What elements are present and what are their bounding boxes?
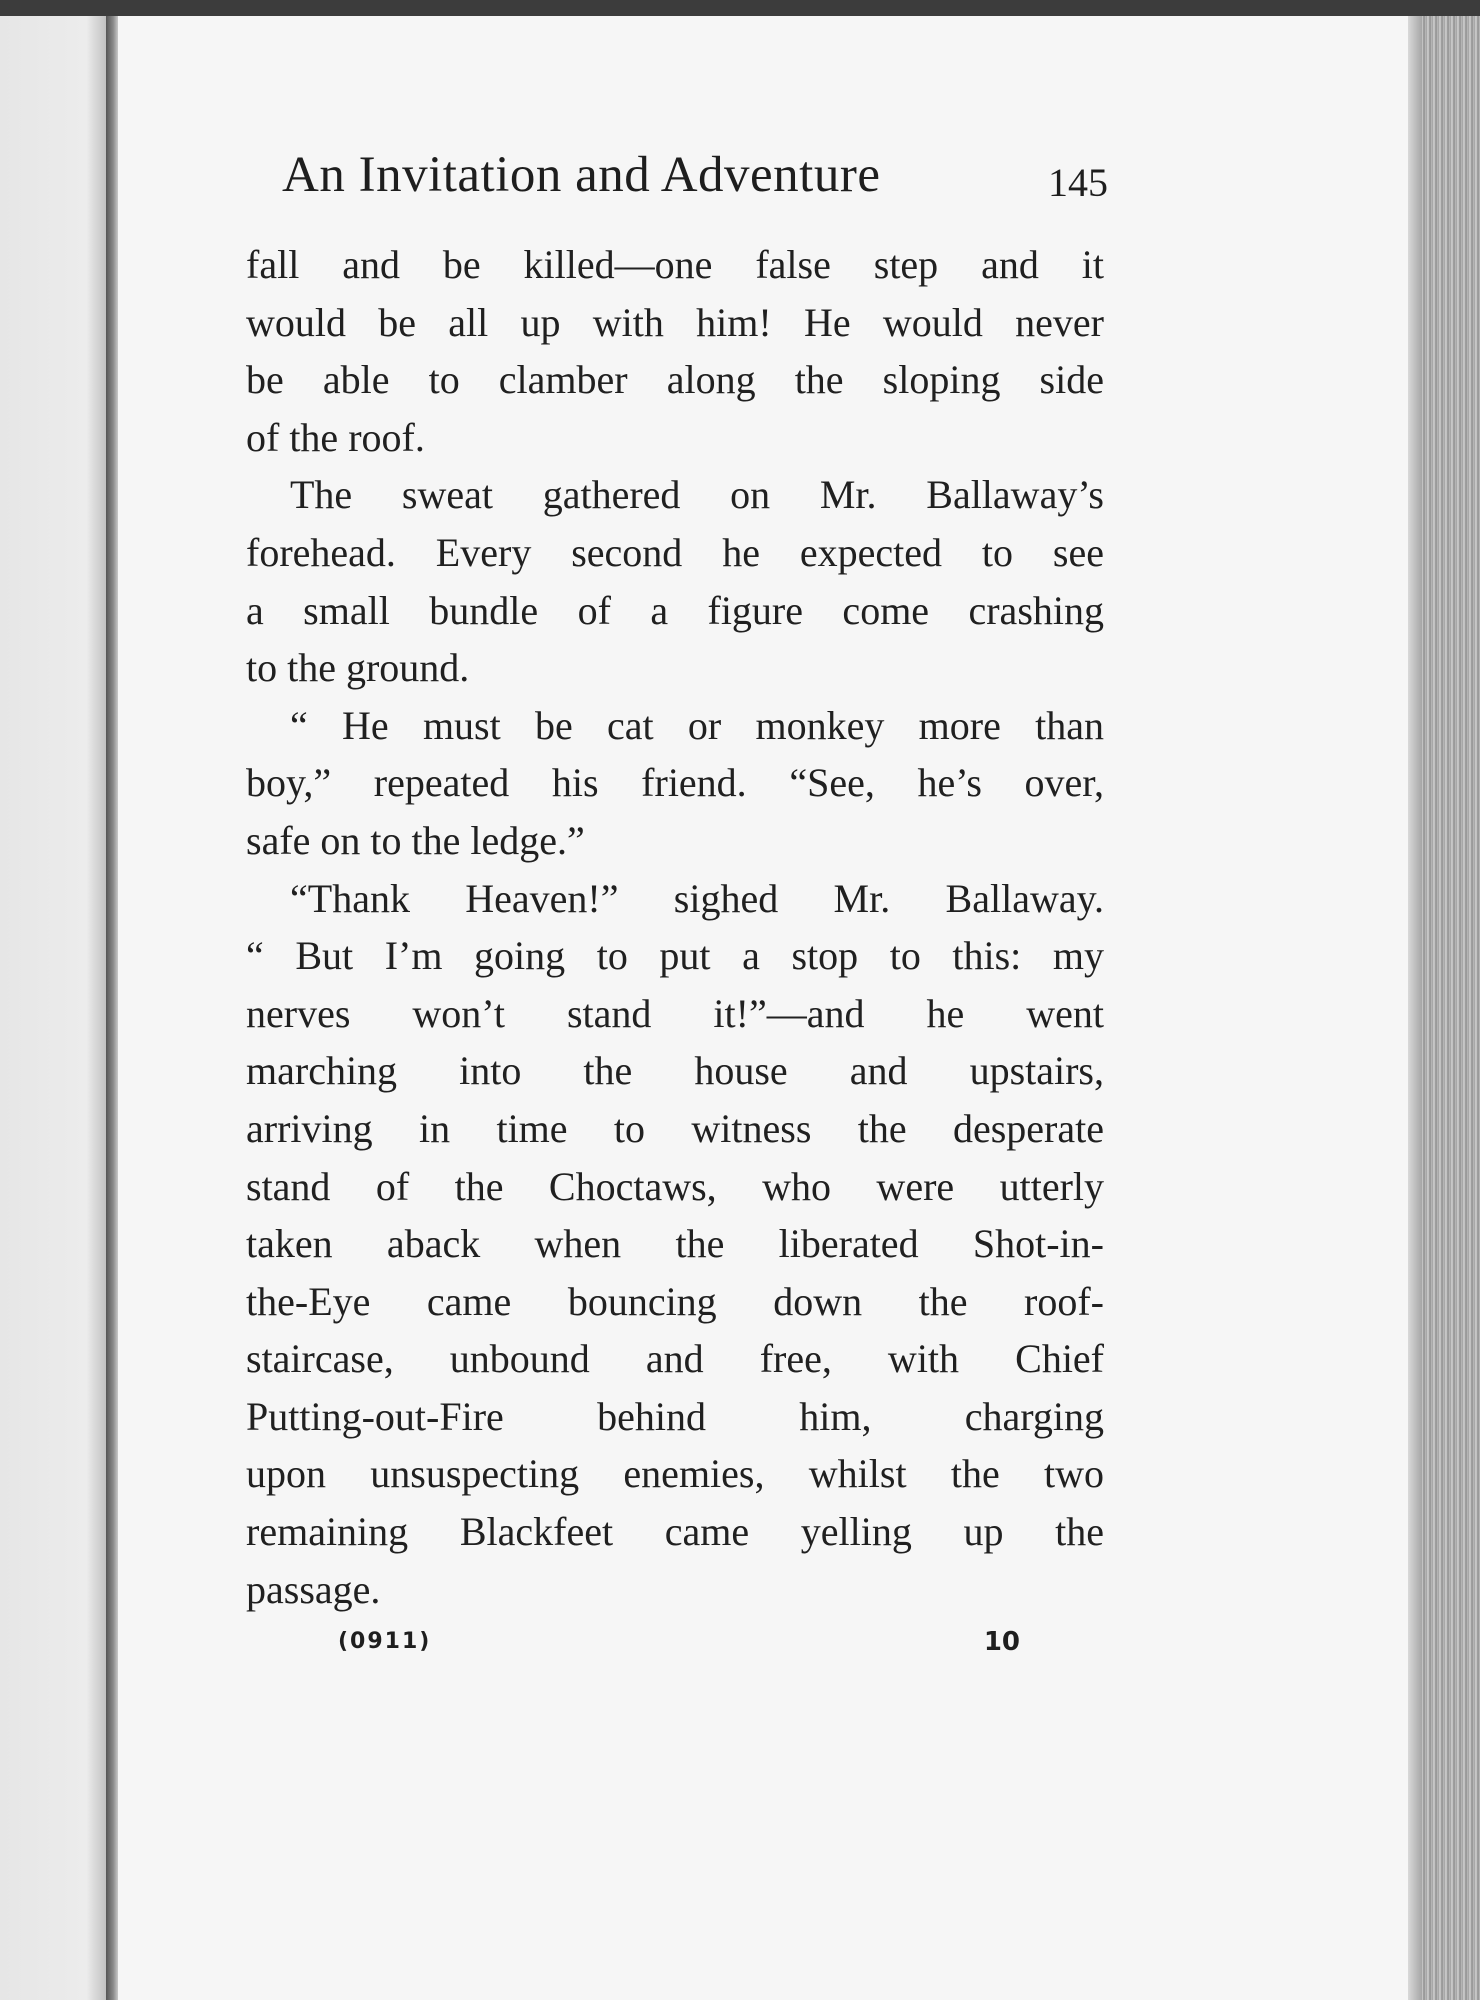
text-line: taken aback when the liberated Shot-in- xyxy=(246,1221,1104,1267)
printer-signature: (0911) xyxy=(338,1629,432,1654)
page-number: 145 xyxy=(1048,160,1108,205)
text-line: The sweat gathered on Mr. Ballaway’s xyxy=(290,472,1104,518)
text-line: safe on to the ledge.” xyxy=(246,817,585,863)
facing-page-edge xyxy=(0,16,108,2000)
text-line: upon unsuspecting enemies, whilst the two xyxy=(246,1451,1104,1497)
text-line: Putting-out-Fire behind him, charging xyxy=(246,1393,1104,1439)
text-line: stand of the Choctaws, who were utterly xyxy=(246,1163,1104,1209)
text-line: nerves won’t stand it!”—and he went xyxy=(246,990,1104,1036)
book-gutter xyxy=(106,16,118,2000)
text-line: “ But I’m going to put a stop to this: my xyxy=(246,933,1104,979)
text-line: be able to clamber along the sloping side xyxy=(246,357,1104,403)
text-line: staircase, unbound and free, with Chief xyxy=(246,1336,1104,1382)
text-line: remaining Blackfeet came yelling up the xyxy=(246,1509,1104,1555)
text-line: a small bundle of a figure come crashing xyxy=(246,587,1104,633)
text-line: passage. xyxy=(246,1566,381,1612)
running-head xyxy=(282,140,1108,210)
text-line: “Thank Heaven!” sighed Mr. Ballaway. xyxy=(290,875,1104,921)
signature-mark: 10 xyxy=(983,1627,1020,1657)
page-stack-edge xyxy=(1408,16,1480,2000)
scanner-top-border xyxy=(0,0,1480,16)
text-line: forehead. Every second he expected to see xyxy=(246,529,1104,575)
text-line: would be all up with him! He would never xyxy=(246,299,1104,345)
text-line: to the ground. xyxy=(246,645,470,691)
text-line: the-Eye came bouncing down the roof- xyxy=(246,1278,1104,1324)
text-line: marching into the house and upstairs, xyxy=(246,1048,1104,1094)
text-line: “ He must be cat or monkey more than xyxy=(290,702,1104,748)
text-line: boy,” repeated his friend. “See, he’s over, xyxy=(246,760,1104,806)
page-footer xyxy=(338,1622,1020,1662)
text-line: fall and be killed—one false step and it xyxy=(246,242,1104,287)
body-text xyxy=(246,236,1104,1618)
text-line: arriving in time to witness the desperate xyxy=(246,1105,1104,1151)
running-title: An Invitation and Adventure xyxy=(282,147,881,203)
text-line: of the roof. xyxy=(246,414,425,460)
